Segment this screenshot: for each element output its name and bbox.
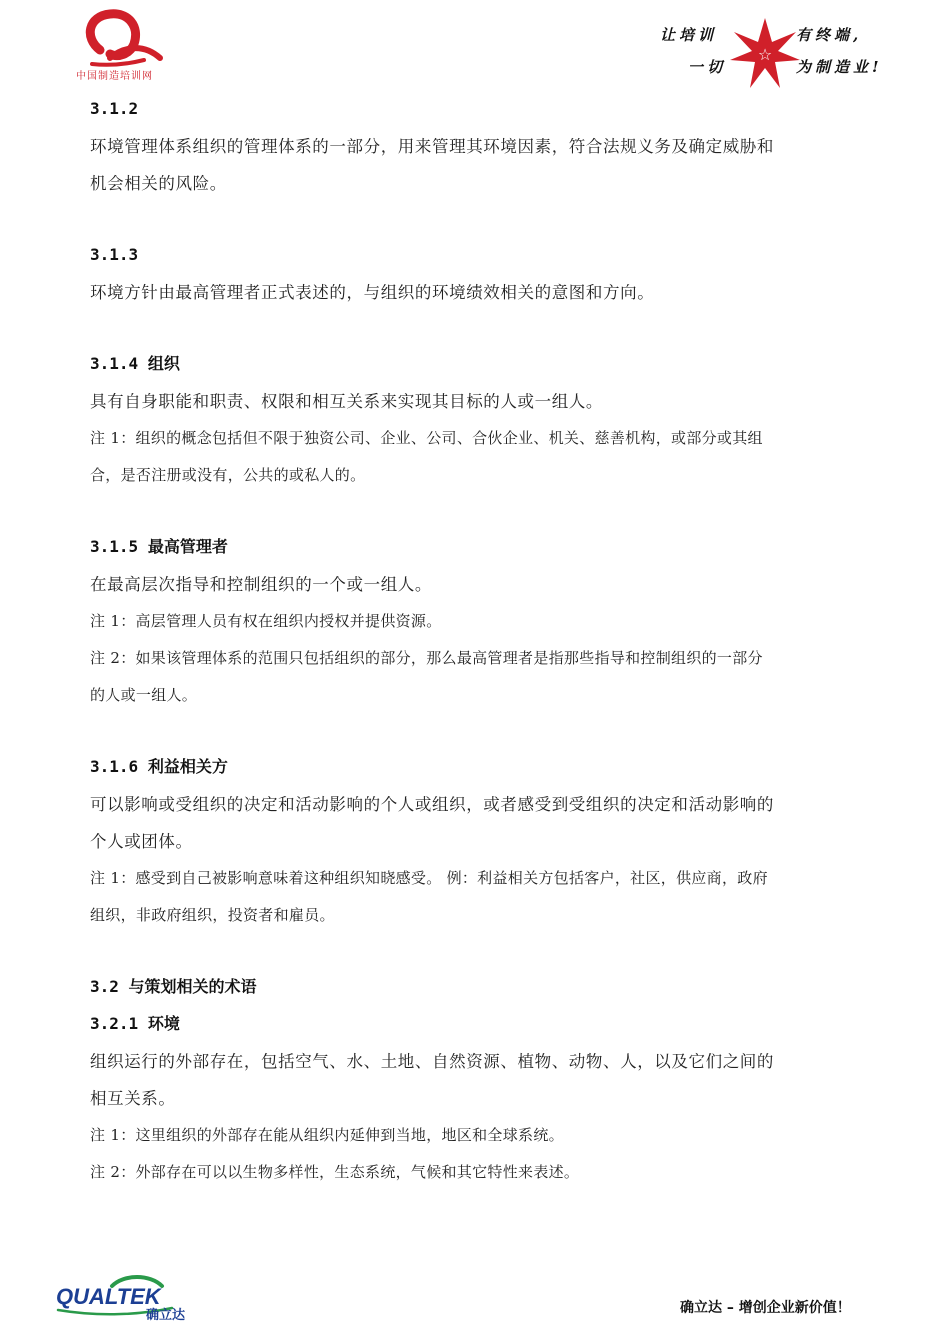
note: 注 1：感受到自己被影响意味着这种组织知晓感受。 例：利益相关方包括客户，社区，供应商，政府 [90,869,768,887]
svg-text:QUALTEK: QUALTEK [56,1284,161,1309]
paragraph: 在最高层次指导和控制组织的一个或一组人。 [90,575,432,594]
slogan-line1-right: 有终端, [796,26,863,44]
footer-slogan: 确立达 – 增创企业新价值！ [680,1300,851,1316]
section-3-1-2 [90,98,865,202]
document-body [90,98,865,1191]
section-3-1-5 [90,536,865,714]
note: 组织，非政府组织，投资者和雇员。 [90,906,335,924]
subsection-heading: 3.2.1 环境 [90,1014,180,1033]
section-heading: 3.1.2 [90,99,139,118]
section-3-2 [90,976,865,1191]
paragraph: 组织运行的外部存在，包括空气、水、土地、自然资源、植物、动物、人，以及它们之间的 [90,1052,774,1071]
note: 合，是否注册或没有，公共的或私人的。 [90,466,366,484]
section-3-1-4 [90,353,865,494]
paragraph: 环境管理体系组织的管理体系的一部分，用来管理其环境因素，符合法规义务及确定威胁和 [90,137,774,156]
paragraph: 个人或团体。 [90,832,193,851]
note: 注 1：组织的概念包括但不限于独资公司、企业、公司、合伙企业、机关、慈善机构，或部分或其组 [90,429,763,447]
header-slogan [660,18,890,88]
note: 注 1：高层管理人员有权在组织内授权并提供资源。 [90,612,442,630]
section-heading: 3.1.6 利益相关方 [90,757,228,776]
paragraph: 机会相关的风险。 [90,174,227,193]
section-heading: 3.2 与策划相关的术语 [90,977,257,996]
svg-text:确立达: 确立达 [146,1308,186,1322]
note: 的人或一组人。 [90,686,198,704]
red-star-burst-icon [730,18,800,88]
paragraph: 环境方针由最高管理者正式表述的，与组织的环境绩效相关的意图和方向。 [90,283,655,302]
paragraph: 相互关系。 [90,1089,176,1108]
note: 注 2：外部存在可以以生物多样性，生态系统，气候和其它特性来表述。 [90,1163,580,1181]
slogan-line1-left: 让培训 [660,26,718,44]
logo-caption: 中国制造培训网 [76,71,153,82]
section-heading: 3.1.3 [90,245,139,264]
slogan-line2-right: 为制造业! [796,58,883,76]
section-heading: 3.1.5 最高管理者 [90,537,228,556]
paragraph: 可以影响或受组织的决定和活动影响的个人或组织，或者感受到受组织的决定和活动影响的 [90,795,774,814]
note: 注 1：这里组织的外部存在能从组织内延伸到当地，地区和全球系统。 [90,1126,564,1144]
note: 注 2：如果该管理体系的范围只包括组织的部分，那么最高管理者是指那些指导和控制组织的一部分 [90,649,763,667]
paragraph: 具有自身职能和职责、权限和相互关系来实现其目标的人或一组人。 [90,392,603,411]
svg-text:☆: ☆ [757,45,773,64]
section-3-1-3 [90,244,865,311]
section-heading: 3.1.4 组织 [90,354,180,373]
section-3-1-6 [90,756,865,934]
page-header [0,0,950,95]
qualtek-logo [54,1272,214,1322]
slogan-line2-left: 一切 [688,58,727,76]
